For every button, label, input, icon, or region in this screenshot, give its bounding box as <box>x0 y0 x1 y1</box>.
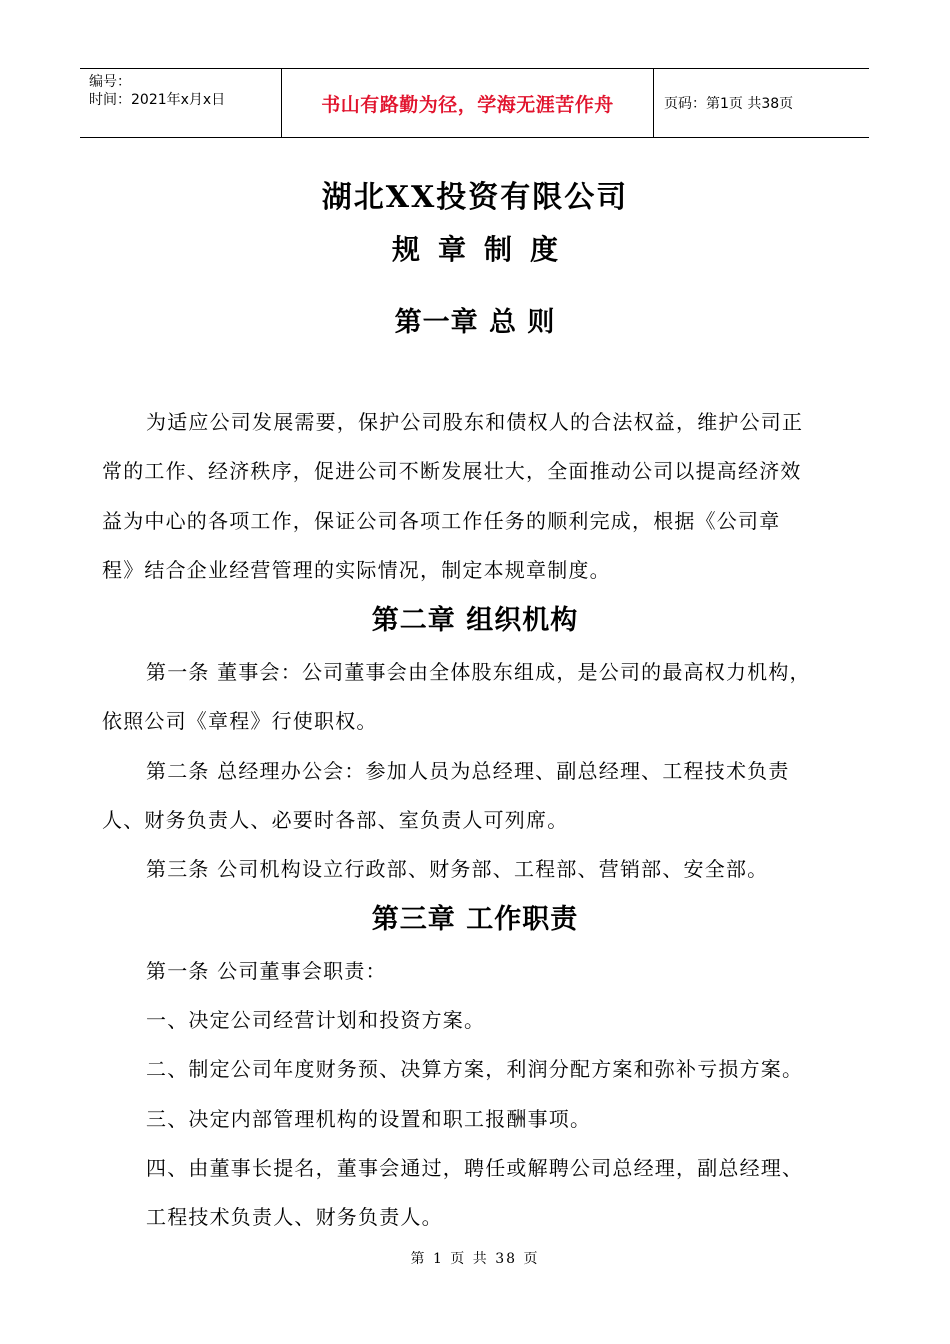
chapter-3-line: 一、决定公司经营计划和投资方案。 <box>146 1008 486 1032</box>
page-header <box>80 68 869 138</box>
chapter-1-line: 常的工作、经济秩序，促进公司不断发展壮大，全面推动公司以提高经济效 <box>102 459 802 483</box>
chapter-2-line: 人、财务负责人、必要时各部、室负责人可列席。 <box>102 808 569 832</box>
page-footer: 第 1 页 共 38 页 <box>410 1251 540 1267</box>
chapter-1-line: 程》结合企业经营管理的实际情况，制定本规章制度。 <box>102 558 611 582</box>
chapter-1-title: 第一章 总 则 <box>394 307 556 338</box>
header-meta-cell <box>80 69 282 137</box>
chapter-3-line: 工程技术负责人、财务负责人。 <box>146 1205 443 1229</box>
chapter-3-title: 第三章 工作职责 <box>371 904 579 935</box>
document-title: 规章制度 <box>391 233 576 266</box>
chapter-3-line: 二、制定公司年度财务预、决算方案，利润分配方案和弥补亏损方案。 <box>146 1057 804 1081</box>
chapter-3-line: 三、决定内部管理机构的设置和职工报酬事项。 <box>146 1107 592 1131</box>
number-label: 编号： <box>89 74 131 90</box>
chapter-3-line: 四、由董事长提名，董事会通过，聘任或解聘公司总经理，副总经理、 <box>146 1156 804 1180</box>
header-motto: 书山有路勤为径，学海无涯苦作舟 <box>282 69 654 137</box>
chapter-2-line: 依照公司《章程》行使职权。 <box>102 709 378 733</box>
chapter-2-line: 第二条 总经理办公会：参加人员为总经理、副总经理、工程技术负责 <box>146 759 790 783</box>
chapter-3-line: 第一条 公司董事会职责： <box>146 959 387 983</box>
chapter-2-title: 第二章 组织机构 <box>371 605 579 636</box>
header-page-label: 页码：第1页 共38页 <box>664 96 794 112</box>
time-label: 时间：2021年x月x日 <box>89 92 226 108</box>
chapter-1-line: 益为中心的各项工作，保证公司各项工作任务的顺利完成，根据《公司章 <box>102 509 781 533</box>
company-title: 湖北XX投资有限公司 <box>321 180 629 215</box>
chapter-2-line: 第三条 公司机构设立行政部、财务部、工程部、营销部、安全部。 <box>146 857 769 881</box>
chapter-2-line: 第一条 董事会：公司董事会由全体股东组成，是公司的最高权力机构， <box>146 660 811 684</box>
chapter-1-line: 为适应公司发展需要，保护公司股东和债权人的合法权益，维护公司正 <box>146 410 804 434</box>
